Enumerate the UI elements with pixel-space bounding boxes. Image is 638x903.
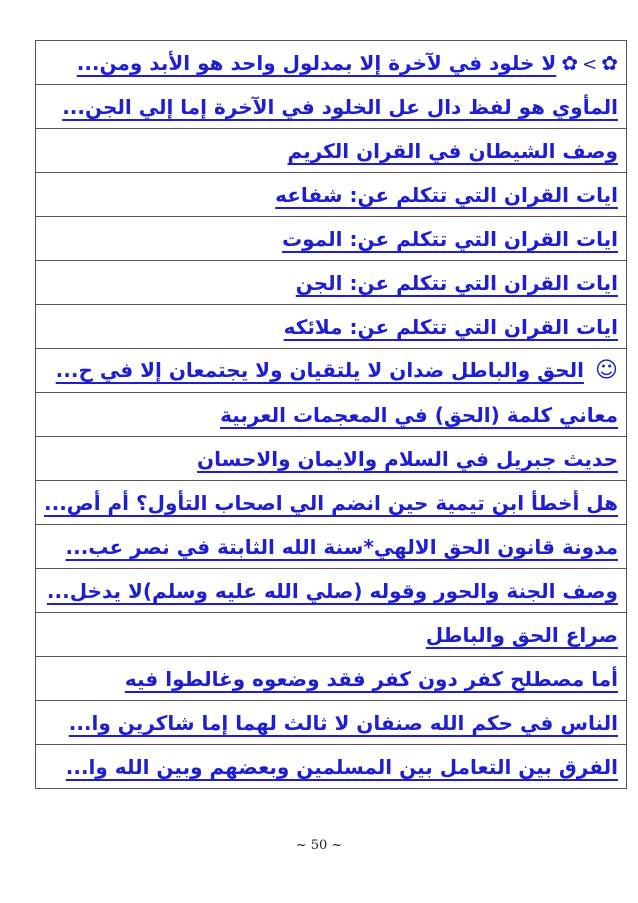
toc-cell [36, 437, 627, 481]
toc-cell [36, 701, 627, 745]
toc-link-kufr-term[interactable]: أما مصطلح كفر دون كفر فقد وضعوه وغالطوا فيه [124, 666, 618, 691]
toc-link-death[interactable]: ايات القران التي تتكلم عن: الموت [282, 226, 618, 251]
toc-link-meanings-haqq[interactable]: معاني كلمة (الحق) في المعجمات العربية [220, 402, 618, 427]
table-row [36, 393, 627, 437]
toc-cell [36, 393, 627, 437]
toc-cell [36, 217, 627, 261]
toc-link-divine-law[interactable]: مدونة قانون الحق الالهي*سنة الله الثابتة في نصر عب... [65, 534, 618, 559]
toc-cell [36, 85, 627, 129]
toc-link-eternity[interactable]: لا خلود في لآخرة إلا بمدلول واحد هو الأبد ومن... [76, 50, 557, 75]
toc-link-intercession[interactable]: ايات القران التي تتكلم عن: شفاعه [275, 182, 618, 207]
toc-link-struggle[interactable]: صراع الحق والباطل [425, 622, 618, 647]
arrow-icon: > [582, 53, 598, 75]
toc-link-jinn[interactable]: ايات القران التي تتكلم عن: الجن [295, 270, 618, 295]
table-row [36, 437, 627, 481]
toc-link-mawa[interactable]: المأوي هو لفظ دال عل الخلود في الآخرة إما إلي الجن... [62, 94, 618, 119]
flower-icon: ✿ [601, 50, 618, 75]
toc-cell [36, 657, 627, 701]
toc-link-ibn-taymiyyah[interactable]: هل أخطأ ابن تيمية حين انضم الي اصحاب التأول؟ أم أص... [44, 490, 618, 515]
table-row [36, 129, 627, 173]
flower-icon: ✿ [561, 50, 579, 75]
table-row [36, 613, 627, 657]
toc-link-two-kinds[interactable]: الناس في حكم الله صنفان لا ثالث لهما إما شاكرين وا... [68, 710, 618, 735]
table-row [36, 41, 627, 85]
table-row [36, 481, 627, 525]
toc-cell [36, 349, 627, 393]
table-row [36, 261, 627, 305]
page-number: ~ 50 ~ [295, 838, 343, 853]
table-row [36, 85, 627, 129]
toc-cell [36, 173, 627, 217]
toc-link-angels[interactable]: ايات القران التي تتكلم عن: ملائكه [283, 314, 618, 339]
table-row [36, 701, 627, 745]
toc-cell [36, 129, 627, 173]
smile-icon: ☺ [595, 358, 618, 383]
table-row [36, 349, 627, 393]
toc-link-paradise[interactable]: وصف الجنة والحور وقوله (صلي الله عليه وسلم)لا يدخل... [46, 578, 618, 603]
toc-cell [36, 305, 627, 349]
table-row [36, 657, 627, 701]
toc-cell [36, 569, 627, 613]
toc-cell [36, 525, 627, 569]
table-row [36, 173, 627, 217]
table-row [36, 745, 627, 789]
toc-link-dealing-difference[interactable]: الفرق بين التعامل بين المسلمين وبعضهم وبين الله وا... [65, 754, 618, 779]
table-row [36, 569, 627, 613]
toc-link-satan[interactable]: وصف الشيطان في القران الكريم [287, 138, 618, 163]
toc-cell [36, 613, 627, 657]
toc-link-jibril-hadith[interactable]: حديث جبريل في السلام والايمان والاحسان [197, 446, 618, 471]
table-of-contents [35, 40, 627, 789]
toc-cell [36, 41, 627, 85]
toc-cell [36, 261, 627, 305]
toc-cell [36, 481, 627, 525]
table-row [36, 525, 627, 569]
table-row [36, 305, 627, 349]
table-row [36, 217, 627, 261]
toc-cell [36, 745, 627, 789]
toc-link-truth-falsehood[interactable]: الحق والباطل ضدان لا يلتقيان ولا يجتمعان إلا في ح... [55, 358, 584, 382]
